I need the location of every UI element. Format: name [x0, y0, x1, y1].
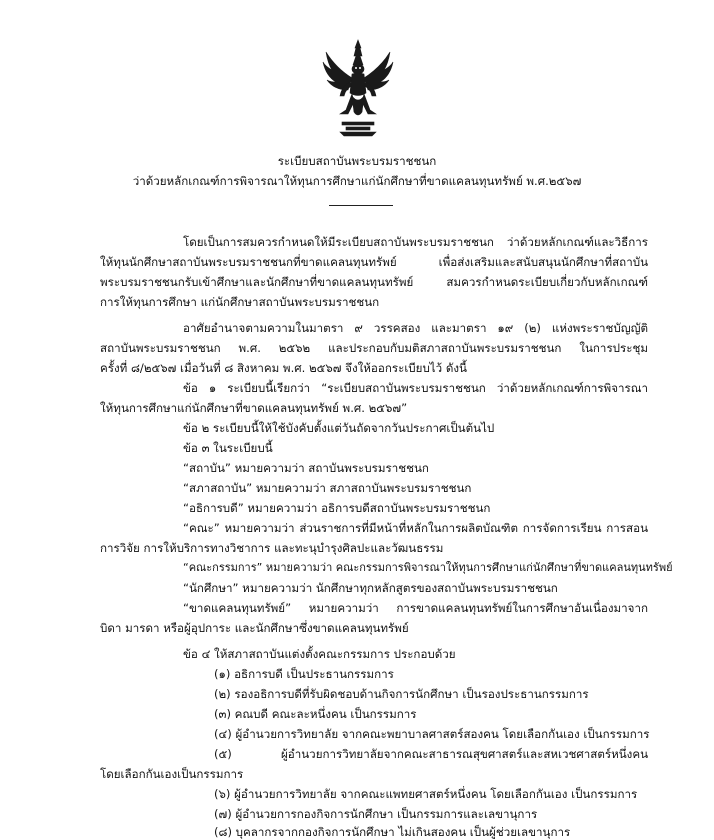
definition-line: “นักศึกษา” หมายความว่า นักศึกษาทุกหลักสูตรของสถาบันพระบรมราชชนก: [183, 581, 558, 595]
list-item: (๖) ผู้อำนวยการวิทยาลัย จากคณะแพทยศาสตร์หนึ่งคน โดยเลือกกันเอง เป็นกรรมการ: [214, 787, 638, 801]
clause-3: ข้อ ๓ ในระเบียบนี้: [183, 441, 273, 455]
list-item: (๓) คณบดี คณะละหนึ่งคน เป็นกรรมการ: [214, 707, 417, 721]
regulation-subtitle: ว่าด้วยหลักเกณฑ์การพิจารณาให้ทุนการศึกษาแก่นักศึกษาที่ขาดแคลนทุนทรัพย์ พ.ศ.๒๕๖๗: [132, 174, 582, 188]
body-line: การให้ทุนการศึกษา แก่นักศึกษาสถาบันพระบรมราชชนก: [100, 295, 380, 309]
body-line: สถาบันพระบรมราชชนก พ.ศ. ๒๕๖๒ และประกอบกับมติสภาสถาบันพระบรมราชชนก ในการประชุม: [100, 341, 648, 355]
definition-line: “สภาสถาบัน” หมายความว่า สภาสถาบันพระบรมราชชนก: [183, 481, 472, 495]
garuda-emblem-icon: [322, 38, 394, 138]
clause-1: ข้อ ๑ ระเบียบนี้เรียกว่า “ระเบียบสถาบันพระบรมราชชนก ว่าด้วยหลักเกณฑ์การพิจารณา: [183, 381, 648, 395]
regulation-title: ระเบียบสถาบันพระบรมราชชนก: [277, 154, 437, 168]
clause-4: ข้อ ๔ ให้สภาสถาบันแต่งตั้งคณะกรรมการ ประกอบด้วย: [183, 647, 456, 661]
title-divider: [329, 205, 393, 206]
definition-line: “คณะ” หมายความว่า ส่วนราชการที่มีหน้าที่หลักในการผลิตบัณฑิต การจัดการเรียน การสอน: [183, 521, 648, 535]
definition-line: “คณะกรรมการ” หมายความว่า คณะกรรมการพิจารณาให้ทุนการศึกษาแก่นักศึกษาที่ขาดแคลนทุนทรัพย์: [183, 561, 673, 574]
definition-line: “ขาดแคลนทุนทรัพย์” หมายความว่า การขาดแคลนทุนทรัพย์ในการศึกษาอันเนื่องมาจาก: [183, 601, 648, 615]
body-line: พระบรมราชชนกรับเข้าศึกษาและนักศึกษาที่ขาดแคลนทุนทรัพย์ สมควรกำหนดระเบียบเกี่ยวกับหลักเกณฑ์: [100, 275, 648, 289]
clause-2: ข้อ ๒ ระเบียบนี้ให้ใช้บังคับตั้งแต่วันถัดจากวันประกาศเป็นต้นไป: [183, 421, 495, 435]
list-item: (๘) บุคลากรจากกองกิจการนักศึกษา ไม่เกินสองคน เป็นผู้ช่วยเลขานุการ: [214, 825, 571, 839]
list-item: (๔) ผู้อำนวยการวิทยาลัย จากคณะพยาบาลศาสตร์สองคน โดยเลือกกันเอง เป็นกรรมการ: [214, 727, 650, 741]
definition-line: “อธิการบดี” หมายความว่า อธิการบดีสถาบันพระบรมราชชนก: [183, 501, 491, 515]
body-line: โดยเป็นการสมควรกำหนดให้มีระเบียบสถาบันพระบรมราชชนก ว่าด้วยหลักเกณฑ์และวิธีการ: [183, 235, 648, 249]
list-item: (๕) ผู้อำนวยการวิทยาลัยจากคณะสาธารณสุขศาสตร์และสหเวชศาสตร์หนึ่งคน: [214, 747, 648, 761]
list-item: (๑) อธิการบดี เป็นประธานกรรมการ: [214, 667, 394, 681]
list-item: (๗) ผู้อำนวยการกองกิจการนักศึกษา เป็นกรรมการและเลขานุการ: [214, 807, 538, 821]
body-line: การวิจัย การให้บริการทางวิชาการ และทะนุบำรุงศิลปะและวัฒนธรรม: [100, 541, 444, 555]
body-line: ให้ทุนการศึกษาแก่นักศึกษาที่ขาดแคลนทุนทรัพย์ พ.ศ. ๒๕๖๗”: [100, 401, 408, 415]
list-item: (๒) รองอธิการบดีที่รับผิดชอบด้านกิจการนักศึกษา เป็นรองประธานกรรมการ: [214, 687, 589, 701]
body-line: ครั้งที่ ๘/๒๕๖๗ เมื่อวันที่ ๘ สิงหาคม พ.ศ. ๒๕๖๗ จึงให้ออกระเบียบไว้ ดังนี้: [100, 361, 467, 375]
body-line: ให้ทุนนักศึกษาสถาบันพระบรมราชชนกที่ขาดแคลนทุนทรัพย์ เพื่อส่งเสริมและสนับสนุนนักศึกษาที่สถาบัน: [100, 255, 648, 269]
body-line: บิดา มารดา หรือผู้อุปการะ และนักศึกษาซึ่งขาดแคลนทุนทรัพย์: [100, 621, 409, 635]
body-line: อาศัยอำนาจตามความในมาตรา ๙ วรรคสอง และมาตรา ๑๙ (๒) แห่งพระราชบัญญัติ: [183, 321, 648, 335]
body-line: โดยเลือกกันเองเป็นกรรมการ: [100, 767, 244, 781]
definition-line: “สถาบัน” หมายความว่า สถาบันพระบรมราชชนก: [183, 461, 429, 475]
